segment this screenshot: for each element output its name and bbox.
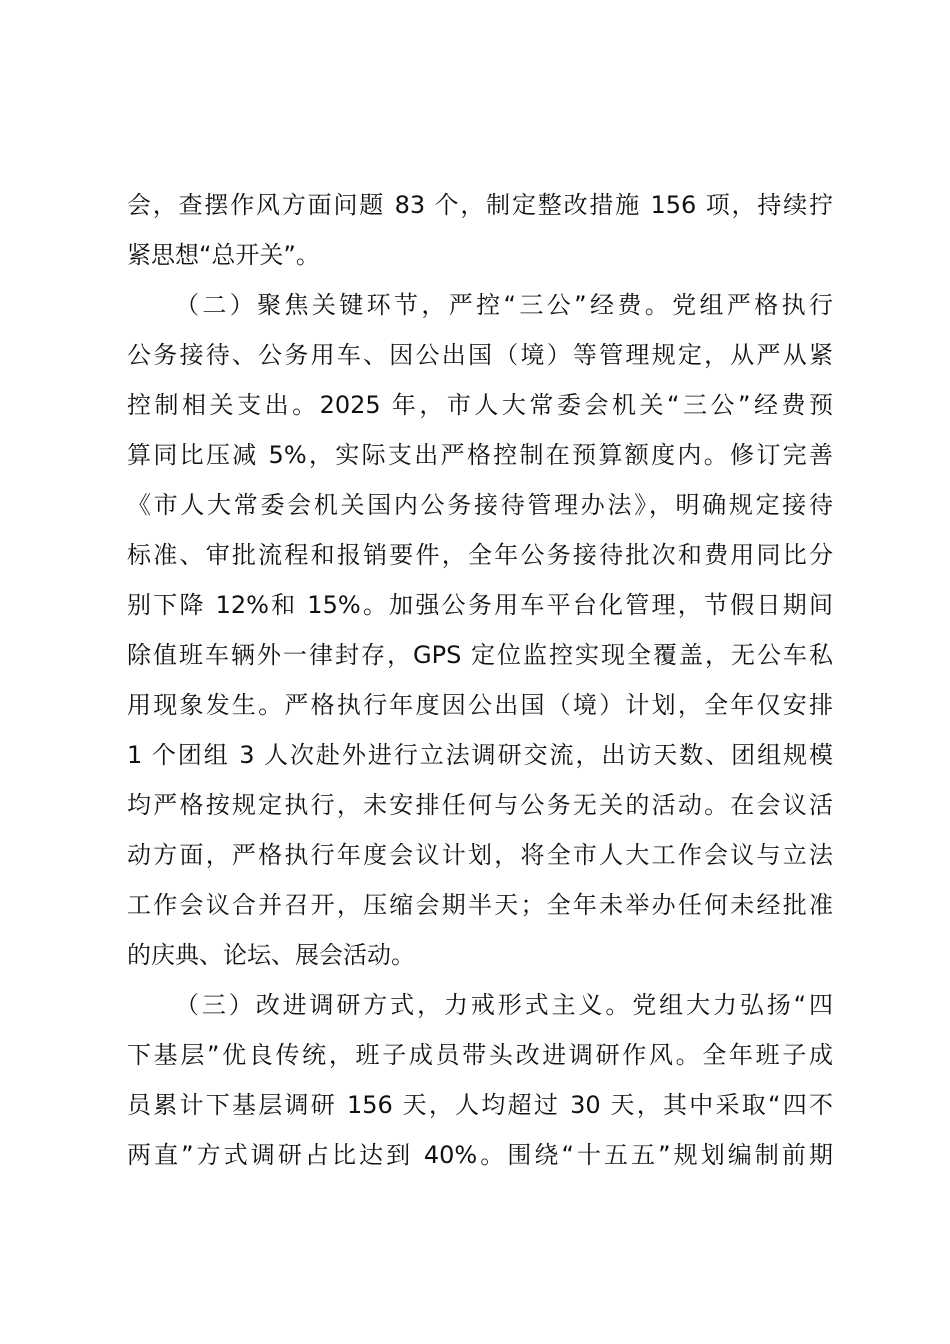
text-line: 动方面，严格执行年度会议计划，将全市人大工作会议与立法 bbox=[127, 841, 833, 869]
text-line: 会，查摆作风方面问题 83 个，制定整改措施 156 项，持续拧 bbox=[127, 191, 833, 219]
text-line: 标准、审批流程和报销要件，全年公务接待批次和费用同比分 bbox=[127, 541, 833, 569]
text-line: 1 个团组 3 人次赴外进行立法调研交流，出访天数、团组规模 bbox=[127, 741, 833, 769]
text-line: 公务接待、公务用车、因公出国（境）等管理规定，从严从紧 bbox=[127, 341, 833, 369]
text-line: 员累计下基层调研 156 天，人均超过 30 天，其中采取“四不 bbox=[127, 1091, 833, 1119]
section-heading-line: （二）聚焦关键环节，严控“三公”经费。党组严格执行 bbox=[175, 291, 833, 319]
text-line: 紧思想“总开关”。 bbox=[127, 241, 320, 269]
paragraph-continued bbox=[127, 180, 833, 280]
text-line: 算同比压减 5%，实际支出严格控制在预算额度内。修订完善 bbox=[127, 441, 833, 469]
paragraph-section-three bbox=[127, 980, 833, 1180]
document-page bbox=[127, 180, 833, 1180]
text-line: 均严格按规定执行，未安排任何与公务无关的活动。在会议活 bbox=[127, 791, 833, 819]
text-line: 《市人大常委会机关国内公务接待管理办法》，明确规定接待 bbox=[127, 491, 833, 519]
text-line: 下基层”优良传统，班子成员带头改进调研作风。全年班子成 bbox=[127, 1041, 833, 1069]
text-line: 用现象发生。严格执行年度因公出国（境）计划，全年仅安排 bbox=[127, 691, 833, 719]
text-line: 的庆典、论坛、展会活动。 bbox=[127, 941, 415, 969]
text-line: 别下降 12%和 15%。加强公务用车平台化管理，节假日期间 bbox=[127, 591, 833, 619]
section-heading-line: （三）改进调研方式，力戒形式主义。党组大力弘扬“四 bbox=[175, 991, 833, 1019]
text-line: 两直”方式调研占比达到 40%。围绕“十五五”规划编制前期 bbox=[127, 1141, 833, 1169]
text-line: 除值班车辆外一律封存，GPS 定位监控实现全覆盖，无公车私 bbox=[127, 641, 833, 669]
text-line: 工作会议合并召开，压缩会期半天；全年未举办任何未经批准 bbox=[127, 891, 833, 919]
text-line: 控制相关支出。2025 年，市人大常委会机关“三公”经费预 bbox=[127, 391, 833, 419]
paragraph-section-two bbox=[127, 280, 833, 980]
